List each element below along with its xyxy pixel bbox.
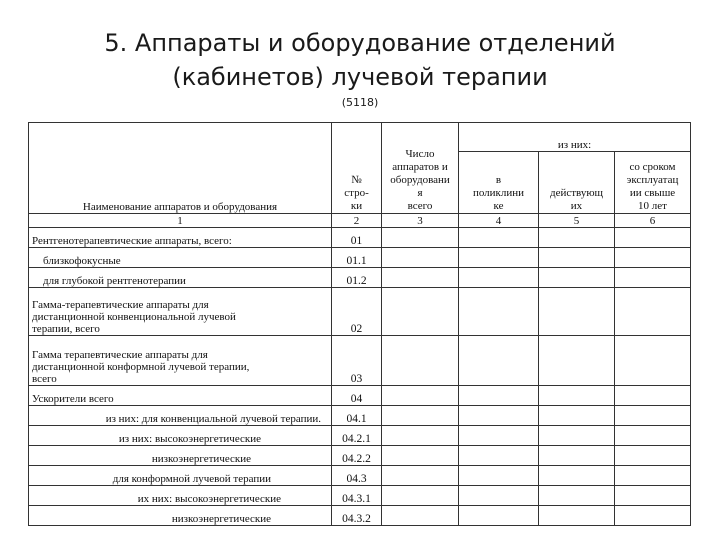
cell-old[interactable]: [615, 506, 691, 526]
col-number: 4: [459, 214, 539, 228]
row-name: для глубокой рентгенотерапии: [29, 268, 332, 288]
header-in-clinic: [459, 152, 539, 214]
cell-old[interactable]: [615, 466, 691, 486]
cell-clinic[interactable]: [459, 248, 539, 268]
header-in-clinic-line: поликлини: [472, 187, 525, 199]
row-code: 04.3.1: [332, 486, 382, 506]
table-row: [29, 228, 691, 248]
header-in-clinic-line: в: [495, 174, 502, 186]
cell-operating[interactable]: [539, 406, 615, 426]
row-code: 04.2.1: [332, 426, 382, 446]
row-name: Рентгенотерапевтические аппараты, всего:: [29, 228, 332, 248]
header-row-no-line: стро-: [344, 187, 369, 199]
header-row-no: [332, 123, 382, 214]
row-name-line: терапии, всего: [32, 323, 100, 335]
cell-old[interactable]: [615, 386, 691, 406]
row-name-line: Гамма терапевтические аппараты для: [32, 349, 208, 361]
column-number-row: [29, 214, 691, 228]
title-line-2: (кабинетов) лучевой терапии: [172, 63, 548, 91]
header-old-line: ии свыше: [629, 187, 676, 199]
header-count-line: аппаратов и: [392, 161, 448, 173]
cell-clinic[interactable]: [459, 466, 539, 486]
cell-old[interactable]: [615, 426, 691, 446]
cell-total[interactable]: [382, 248, 459, 268]
header-name: Наименование аппаратов и оборудования: [29, 123, 332, 214]
cell-clinic[interactable]: [459, 406, 539, 426]
table-row: [29, 466, 691, 486]
cell-clinic[interactable]: [459, 446, 539, 466]
row-name-line: дистанционной конформной лучевой терапии,: [32, 361, 250, 373]
cell-total[interactable]: [382, 268, 459, 288]
row-name-line: дистанционной конвенциональной лучевой: [32, 311, 236, 323]
col-number: 6: [615, 214, 691, 228]
table-row: [29, 486, 691, 506]
table-row: [29, 268, 691, 288]
table-row: [29, 406, 691, 426]
header-operating-line: действующ: [549, 187, 604, 199]
cell-operating[interactable]: [539, 446, 615, 466]
header-count-line: всего: [407, 200, 433, 212]
header-operating-line: их: [570, 200, 583, 212]
row-code: 04.2.2: [332, 446, 382, 466]
cell-operating[interactable]: [539, 228, 615, 248]
row-code: 03: [332, 336, 382, 386]
header-row-no-line: №: [351, 174, 362, 186]
cell-clinic[interactable]: [459, 268, 539, 288]
row-name: для конформной лучевой терапии: [29, 466, 332, 486]
header-old-line: эксплуатац: [626, 174, 679, 186]
table-row: [29, 248, 691, 268]
header-old-line: 10 лет: [638, 200, 667, 212]
cell-clinic[interactable]: [459, 426, 539, 446]
header-of-them: из них:: [459, 123, 691, 152]
row-name: Ускорители всего: [29, 386, 332, 406]
header-count-line: я: [417, 187, 423, 199]
row-name: [29, 288, 332, 336]
cell-operating[interactable]: [539, 386, 615, 406]
row-code: 01: [332, 228, 382, 248]
form-code: (5118): [341, 96, 379, 109]
cell-old[interactable]: [615, 288, 691, 336]
row-name: их них: высокоэнергетические: [29, 486, 332, 506]
row-code: 04.3.2: [332, 506, 382, 526]
cell-clinic[interactable]: [459, 386, 539, 406]
cell-old[interactable]: [615, 446, 691, 466]
cell-clinic[interactable]: [459, 288, 539, 336]
header-old-line: со сроком: [629, 161, 676, 173]
cell-clinic[interactable]: [459, 506, 539, 526]
col-number: 3: [382, 214, 459, 228]
cell-old[interactable]: [615, 248, 691, 268]
cell-total[interactable]: [382, 486, 459, 506]
cell-clinic[interactable]: [459, 486, 539, 506]
row-name: из них: для конвенциальной лучевой терапии.: [29, 406, 332, 426]
cell-operating[interactable]: [539, 466, 615, 486]
table-row: [29, 336, 691, 386]
row-name: из них: высокоэнергетические: [29, 426, 332, 446]
cell-old[interactable]: [615, 268, 691, 288]
col-number: 1: [29, 214, 332, 228]
table-row: [29, 446, 691, 466]
row-code: 01.2: [332, 268, 382, 288]
row-name: близкофокусные: [29, 248, 332, 268]
cell-total[interactable]: [382, 228, 459, 248]
header-old: [615, 152, 691, 214]
row-name: [29, 336, 332, 386]
cell-operating[interactable]: [539, 268, 615, 288]
header-count-line: оборудовани: [390, 174, 450, 186]
cell-total[interactable]: [382, 466, 459, 486]
row-code: 04: [332, 386, 382, 406]
cell-total[interactable]: [382, 426, 459, 446]
header-count: [382, 123, 459, 214]
cell-total[interactable]: [382, 506, 459, 526]
page-title: [0, 26, 720, 94]
header-row-no-line: ки: [350, 200, 363, 212]
table-row: [29, 426, 691, 446]
row-code: 04.1: [332, 406, 382, 426]
cell-total[interactable]: [382, 446, 459, 466]
col-number: 2: [332, 214, 382, 228]
cell-old[interactable]: [615, 406, 691, 426]
header-in-clinic-line: ке: [493, 200, 504, 212]
cell-operating[interactable]: [539, 248, 615, 268]
cell-total[interactable]: [382, 406, 459, 426]
cell-operating[interactable]: [539, 486, 615, 506]
row-name-line: всего: [32, 373, 57, 385]
cell-operating[interactable]: [539, 288, 615, 336]
cell-total[interactable]: [382, 386, 459, 406]
cell-old[interactable]: [615, 336, 691, 386]
cell-total[interactable]: [382, 288, 459, 336]
table-row: [29, 506, 691, 526]
row-code: 01.1: [332, 248, 382, 268]
cell-clinic[interactable]: [459, 336, 539, 386]
header-operating: [539, 152, 615, 214]
table-row: [29, 386, 691, 406]
cell-old[interactable]: [615, 228, 691, 248]
cell-operating[interactable]: [539, 426, 615, 446]
cell-old[interactable]: [615, 486, 691, 506]
cell-clinic[interactable]: [459, 228, 539, 248]
table-row: [29, 288, 691, 336]
col-number: 5: [539, 214, 615, 228]
header-count-line: Число: [405, 148, 435, 160]
row-name: низкоэнергетические: [29, 506, 332, 526]
cell-total[interactable]: [382, 336, 459, 386]
cell-operating[interactable]: [539, 506, 615, 526]
row-name: низкоэнергетические: [29, 446, 332, 466]
cell-operating[interactable]: [539, 336, 615, 386]
row-code: 04.3: [332, 466, 382, 486]
equipment-table: [28, 122, 691, 526]
title-line-1: 5. Аппараты и оборудование отделений: [104, 29, 616, 57]
row-name-line: Гамма-терапевтические аппараты для: [32, 299, 209, 311]
row-code: 02: [332, 288, 382, 336]
